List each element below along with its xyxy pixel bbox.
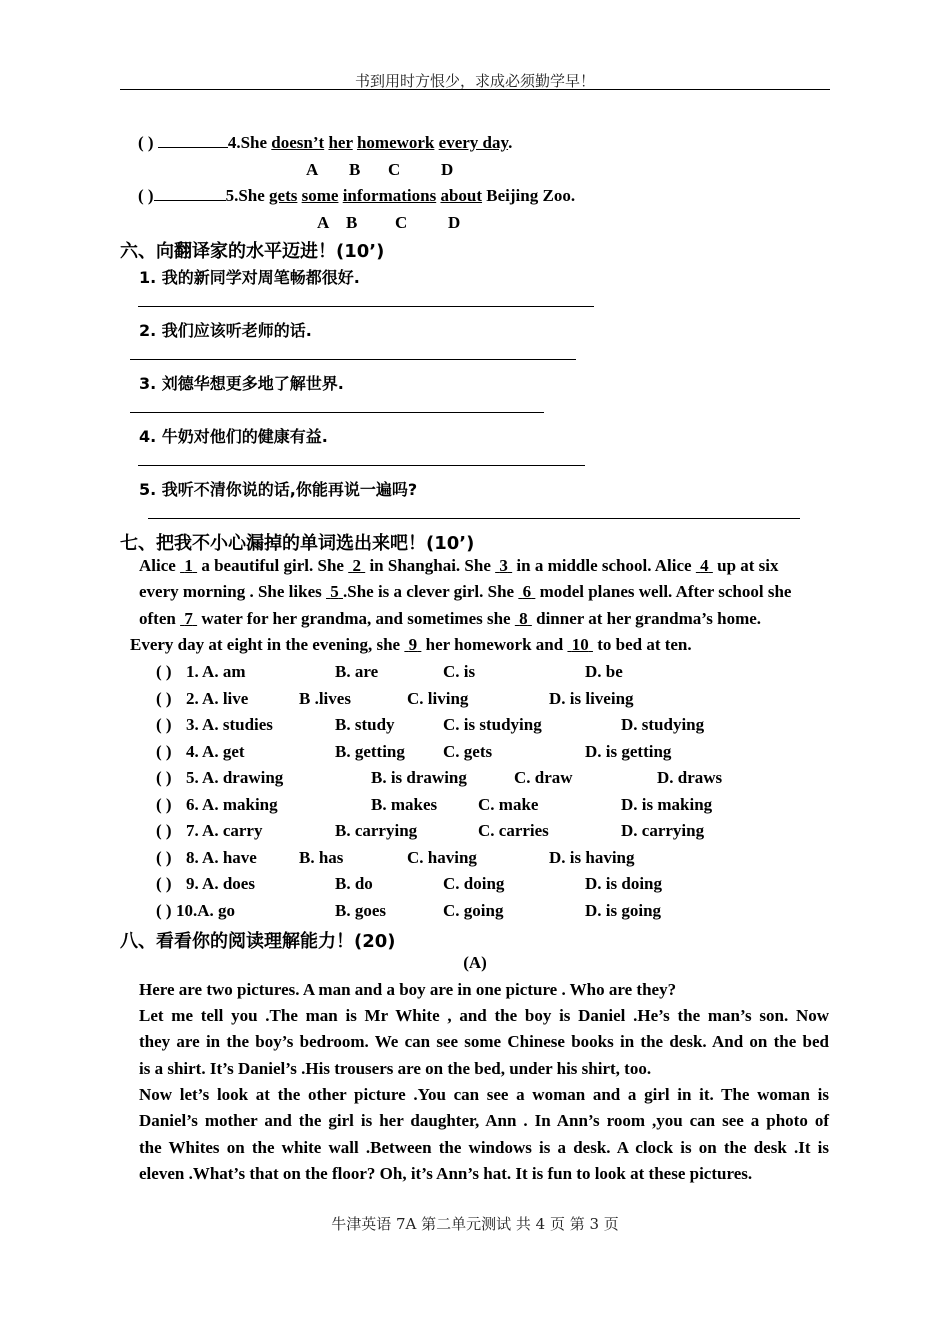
option-d: D. is doing [585,874,662,893]
cloze-blank: 1 [184,556,193,575]
option-a: 9. A. does [186,874,255,893]
translation-item-2: 2. 我们应该听老师的话. [139,321,312,340]
option-a: 2. A. live [186,688,249,708]
answer-paren[interactable]: ( ) [156,847,172,867]
section-6-title: 六、向翻译家的水平迈进！(10’) [120,241,385,262]
option-b: B. are [335,662,379,681]
answer-paren[interactable]: ( ) [138,133,154,152]
answer-line-4[interactable] [138,465,585,466]
answer-line-1[interactable] [138,306,594,307]
option-b: B. makes [371,794,438,814]
answer-blank[interactable] [158,133,228,148]
answer-paren[interactable]: ( ) [156,900,172,920]
option-b: B .lives [299,688,351,708]
option-d: D. carrying [621,821,705,840]
option-a: 1. A. am [186,662,246,681]
option-b: B. carrying [335,821,418,840]
reading-line-3: they are in the boy’s bedroom. We can see some Chinese books in the desk. And on the bed [139,1032,829,1051]
option-c: C. carries [478,821,549,840]
option-a: doesn’t [271,133,325,152]
answer-line-3[interactable] [130,412,544,413]
option-a: 8. A. have [186,847,257,867]
reading-line-8: eleven .What’s that on the floor? Oh, it’s Ann’s hat. It is fun to look at these pictures. [139,1164,753,1183]
option-d: every day [438,133,509,152]
answer-line-2[interactable] [130,359,576,360]
cloze-blank: 10 [571,635,589,654]
option-d: D. is making [621,794,713,814]
passage-a-label: (A) [463,953,487,972]
option-d: D. be [585,662,623,681]
answer-paren[interactable]: ( ) [156,874,172,893]
option-c: C. living [407,688,469,708]
translation-item-4: 4. 牛奶对他们的健康有益. [139,427,328,446]
option-b: B. study [335,715,395,734]
option-b: B. do [335,874,373,893]
option-b: some [301,186,339,205]
reading-line-6: Daniel’s mother and the girl is her daughter, Ann . In Ann’s room ,you can see a photo of [139,1111,829,1130]
option-b: B. is drawing [371,768,467,787]
option-a: 7. A. carry [186,821,263,840]
option-d: about [440,186,483,205]
answer-paren[interactable]: ( ) [156,768,172,787]
translation-item-3: 3. 刘德华想更多地了解世界. [139,374,344,393]
answer-line-5[interactable] [148,518,800,519]
option-c: C. draw [514,768,573,787]
option-d: D. is liveing [549,688,634,708]
answer-paren[interactable]: ( ) [156,715,172,734]
section-8-title: 八、看看你的阅读理解能力！(20) [120,931,396,952]
cloze-blank: 2 [352,556,361,575]
translation-item-1: 1. 我的新同学对周笔畅都很好. [139,268,360,287]
option-c: C. going [443,900,504,920]
answer-paren[interactable]: ( ) [156,741,172,761]
option-c: homework [356,133,435,152]
option-c: C. is studying [443,715,542,734]
page-header-motto: 书到用时方恨少，求成必须勤学早！ [354,72,595,90]
answer-paren[interactable]: ( ) [138,186,154,205]
option-b: her [328,133,353,152]
cloze-blank: 9 [408,635,418,654]
answer-paren[interactable]: ( ) [156,688,172,708]
option-a: 10.A. go [176,900,236,920]
option-c: C. is [443,662,476,681]
option-c: informations [342,186,437,205]
cloze-line-4: Every day at eight in the evening, she 9 her homework and 10 to bed at ten. [130,635,692,654]
option-a: 3. A. studies [186,715,273,734]
option-c: C. make [478,794,539,814]
option-d: D. draws [657,768,723,787]
option-a: 4. A. get [186,741,245,761]
reading-line-7: the Whites on the white wall .Between the windows is a desk. A clock is on the desk .It is [139,1138,829,1157]
page-footer: 牛津英语 7A 第二单元测试 共 4 页 第 3 页 [331,1215,619,1233]
cloze-line-2: every morning . She likes 5 .She is a clever girl. She 6 model planes well. After school she [139,582,792,601]
cloze-blank: 3 [499,556,508,575]
answer-paren[interactable]: ( ) [156,662,172,681]
error-question-4: ( ) 4.She doesn’t her homework every day. [138,133,513,152]
cloze-blank: 4 [700,556,709,575]
option-c: C. having [407,847,477,867]
header-rule [120,89,830,90]
cloze-blank: 7 [184,609,193,628]
answer-paren[interactable]: ( ) [156,794,172,814]
option-b: B. goes [335,900,386,920]
answer-paren[interactable]: ( ) [156,821,172,840]
option-c: C. doing [443,874,505,893]
option-d: D. is going [585,900,662,920]
option-d: D. is getting [585,741,672,761]
option-b: B. has [299,847,344,867]
cloze-line-3: often 7 water for her grandma, and sometimes she 8 dinner at her grandma’s home. [139,609,762,628]
reading-line-5: Now let’s look at the other picture .You can see a woman and a girl in it. The woman is [139,1085,829,1104]
cloze-blank: 5 [330,582,339,601]
cloze-blank: 8 [519,609,528,628]
option-c: C. gets [443,741,493,761]
section-7-title: 七、把我不小心漏掉的单词选出来吧！(10’) [120,533,475,554]
answer-blank[interactable] [154,186,226,201]
reading-line-2: Let me tell you .The man is Mr White , and the boy is Daniel .He’s the man’s son. Now [139,1006,829,1025]
translation-item-5: 5. 我听不清你说的话,你能再说一遍吗? [139,480,418,499]
option-d: D. studying [621,715,705,734]
cloze-blank: 6 [522,582,532,601]
option-a: 5. A. drawing [186,768,284,787]
reading-line-4: is a shirt. It’s Daniel’s .His trousers are on the bed, under his shirt, too. [139,1059,652,1078]
option-a: gets [269,186,298,205]
option-b: B. getting [335,741,405,761]
error-question-5: ( ) 5.She gets some informations about Beijing Zoo. [138,186,576,205]
option-a: 6. A. making [186,794,278,814]
option-d: D. is having [549,847,635,867]
cloze-line-1: Alice 1 a beautiful girl. She 2 in Shanghai. She 3 in a middle school. Alice 4 up at six [139,556,779,575]
reading-line-1: Here are two pictures. A man and a boy are in one picture . Who are they? [139,980,677,999]
